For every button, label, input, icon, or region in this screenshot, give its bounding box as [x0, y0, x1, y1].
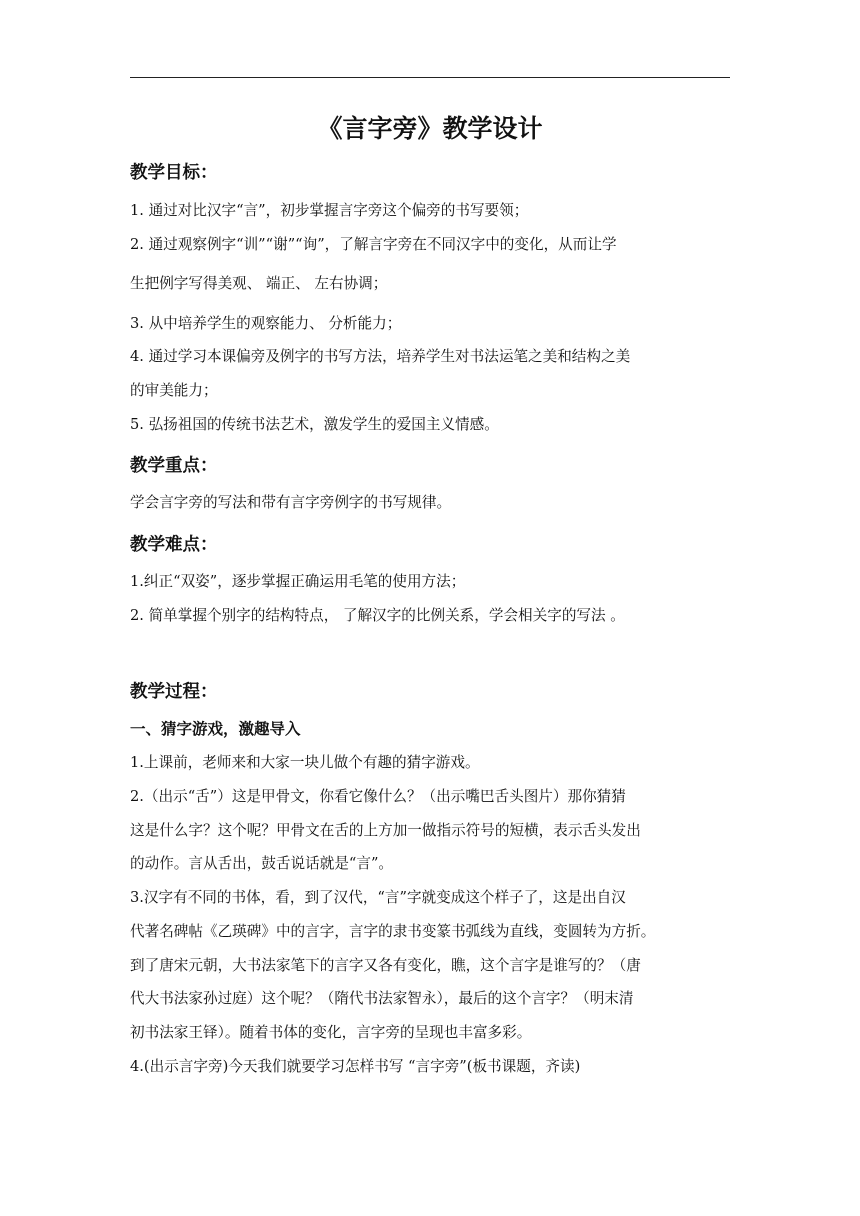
difficulty-line: 2. 简单掌握个别字的结构特点， 了解汉字的比例关系，学会相关字的写法 。: [130, 607, 625, 624]
objective-line: 4. 通过学习本课偏旁及例字的书写方法，培养学生对书法运笔之美和结构之美: [130, 348, 631, 365]
process-line: 到了唐宋元朝，大书法家笔下的言字又各有变化，瞧，这个言字是谁写的？（唐: [130, 957, 641, 974]
document-title: 《言字旁》教学设计: [317, 114, 543, 143]
process-line: 3.汉字有不同的书体，看，到了汉代，“言”字就变成这个样子了，这是出自汉: [130, 889, 626, 906]
process-line: 这是什么字？这个呢？甲骨文在舌的上方加一做指示符号的短横，表示舌头发出: [130, 822, 641, 839]
objective-line: 2. 通过观察例字“训”“谢”“询”，了解言字旁在不同汉字中的变化，从而让学: [130, 236, 617, 253]
objective-line: 3. 从中培养学生的观察能力、 分析能力；: [130, 315, 402, 332]
process-line: 1.上课前，老师来和大家一块儿做个有趣的猜字游戏。: [130, 754, 480, 771]
process-line: 代著名碑帖《乙瑛碑》中的言字，言字的隶书变篆书弧线为直线，变圆转为方折。: [130, 923, 656, 940]
objective-line: 生把例字写得美观、 端正、 左右协调；: [130, 275, 388, 292]
process-heading: 教学过程：: [130, 682, 218, 702]
difficulties-heading: 教学难点：: [130, 535, 218, 555]
difficulty-line: 1.纠正“双姿”，逐步掌握正确运用毛笔的使用方法；: [130, 573, 466, 590]
key-points-heading: 教学重点：: [130, 456, 218, 476]
objective-line: 5. 弘扬祖国的传统书法艺术，激发学生的爱国主义情感。: [130, 416, 499, 433]
process-line: 的动作。言从舌出，鼓舌说话就是“言”。: [130, 855, 394, 872]
objective-line: 的审美能力；: [130, 382, 218, 399]
key-point-line: 学会言字旁的写法和带有言字旁例字的书写规律。: [130, 494, 452, 511]
process-line: 4.(出示言字旁)今天我们就要学习怎样书写 “言字旁”(板书课题，齐读): [130, 1058, 581, 1075]
header-rule: [130, 77, 730, 78]
process-line: 代大书法家孙过庭）这个呢？（隋代书法家智永），最后的这个言字？（明末清: [130, 990, 634, 1007]
process-line: 2.（出示“舌”）这是甲骨文，你看它像什么？（出示嘴巴舌头图片）那你猜猜: [130, 788, 626, 805]
objectives-heading: 教学目标：: [130, 163, 218, 183]
process-line: 初书法家王铎）。随着书体的变化，言字旁的呈现也丰富多彩。: [130, 1024, 532, 1041]
section1-title: 一、猜字游戏，激趣导入: [130, 720, 301, 738]
objective-line: 1. 通过对比汉字“言”，初步掌握言字旁这个偏旁的书写要领；: [130, 202, 529, 219]
